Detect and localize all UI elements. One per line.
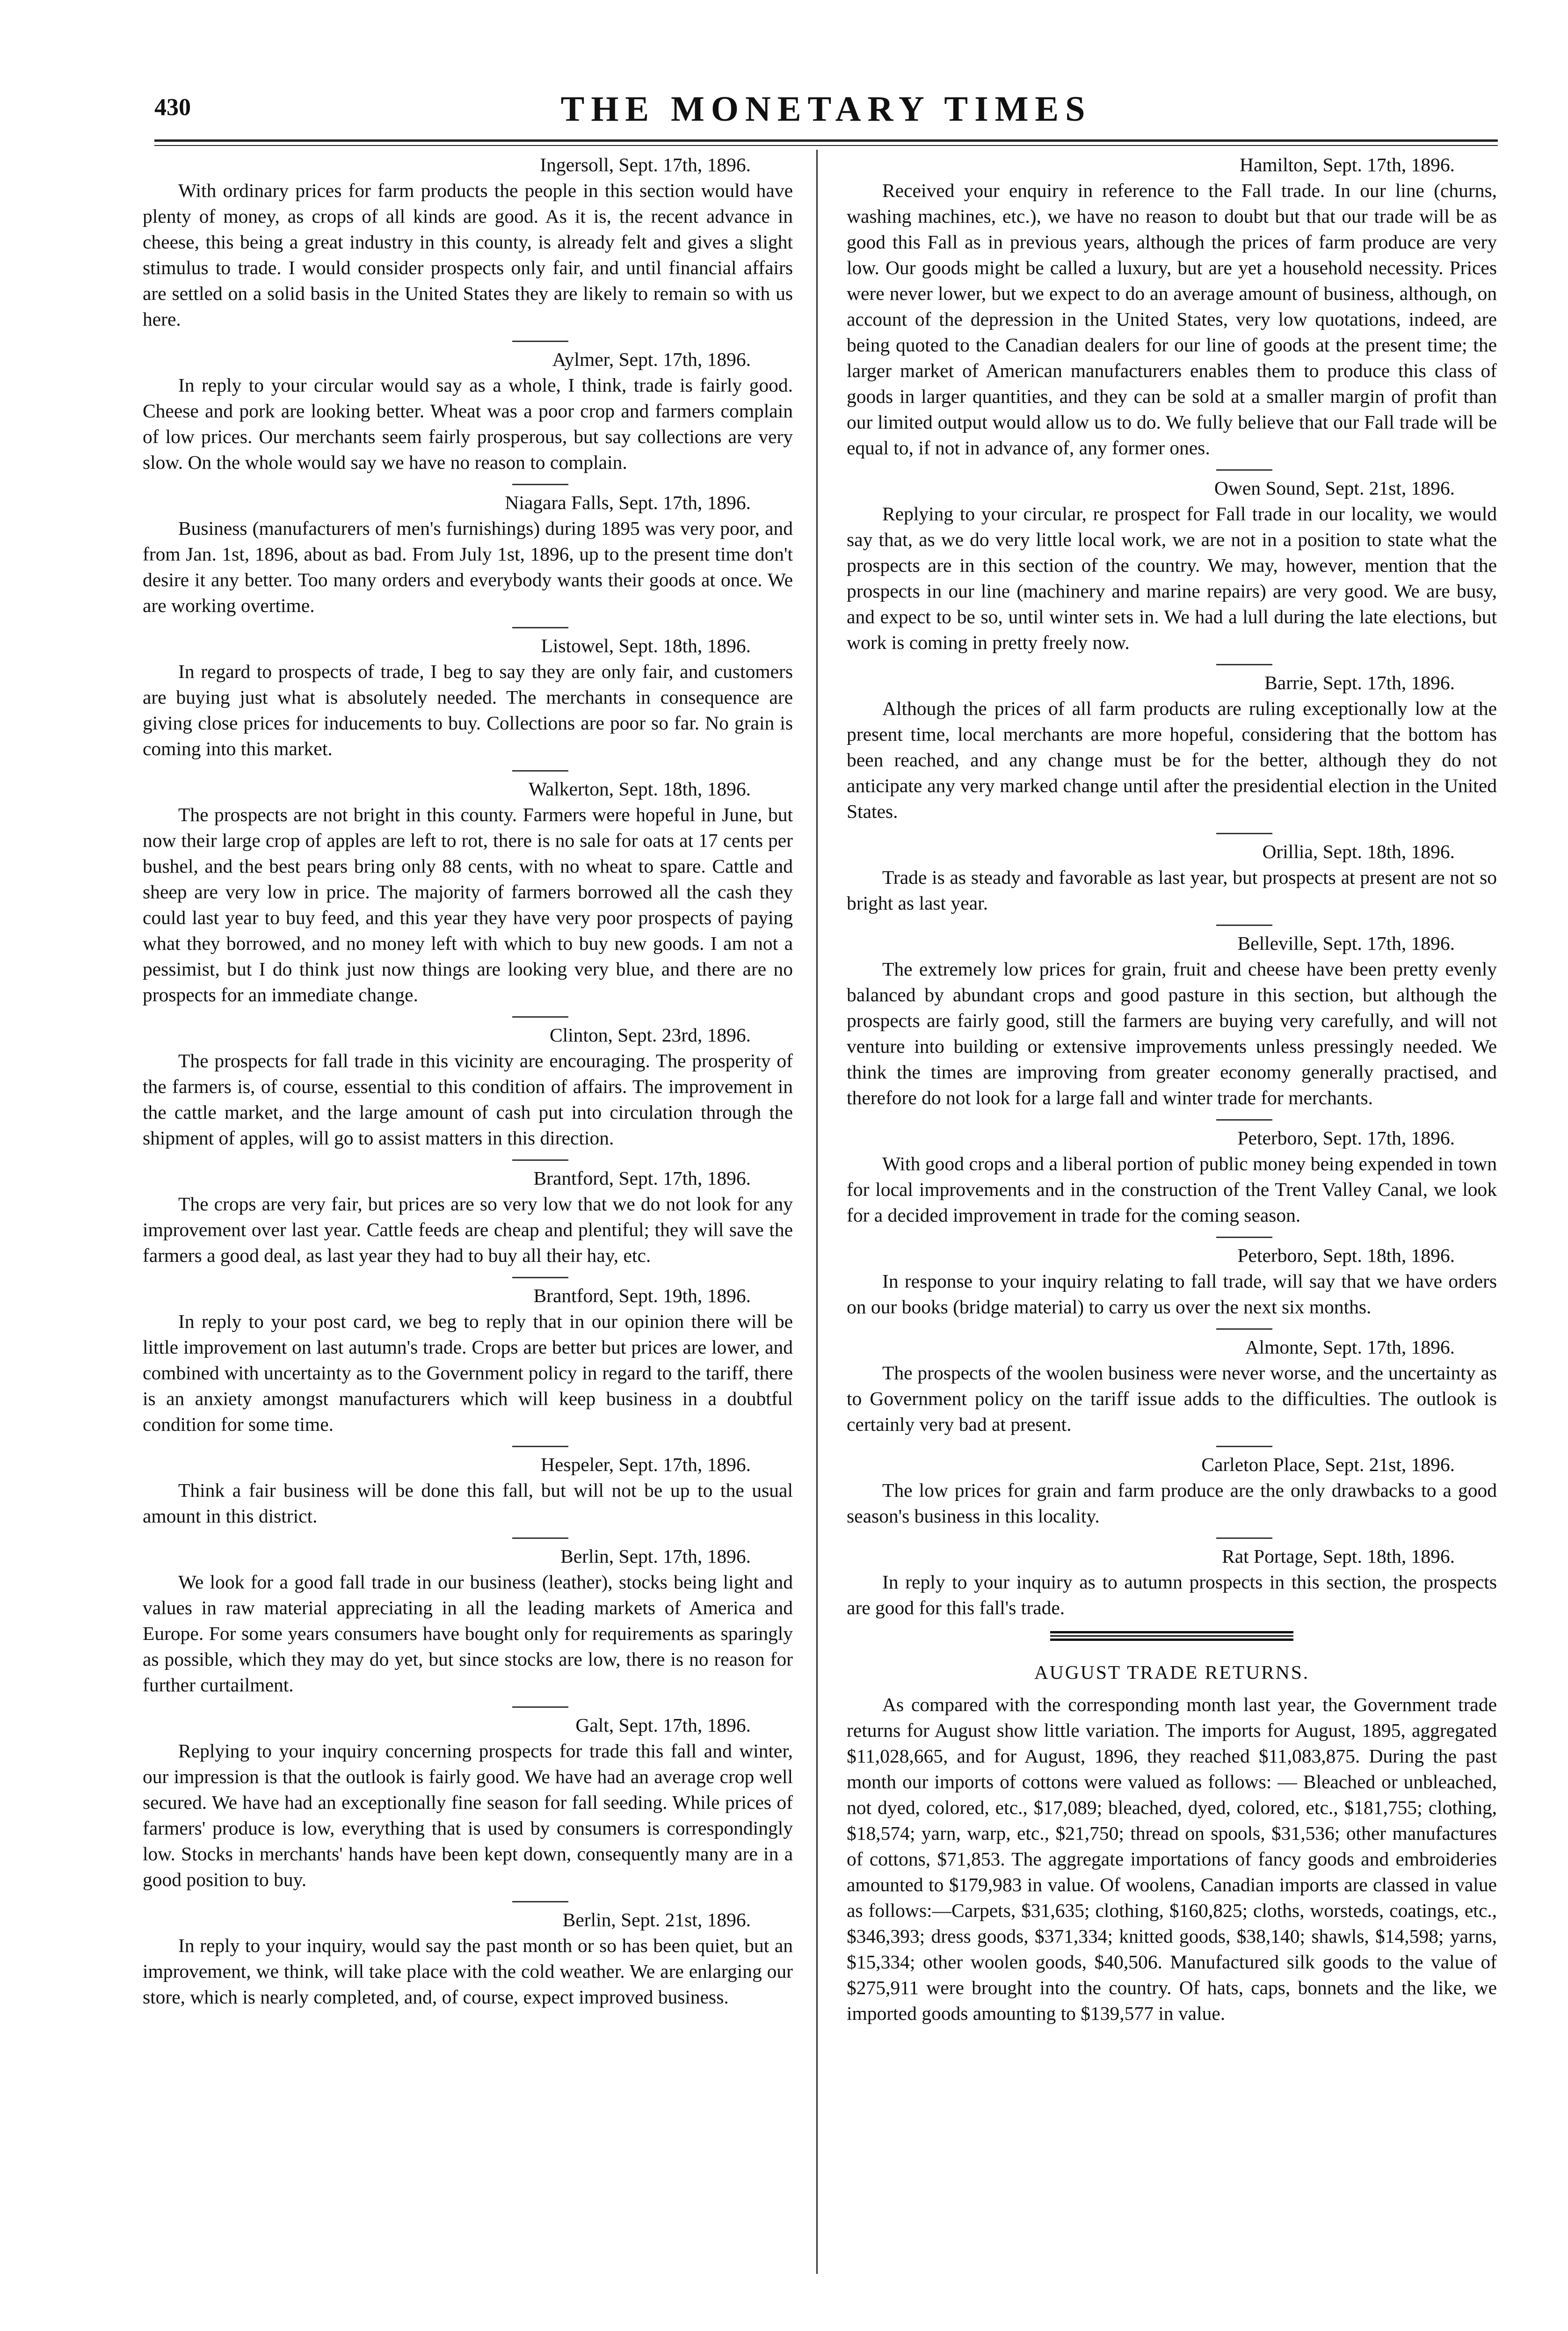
separator-rule (512, 1016, 568, 1018)
letter-hespeler (143, 1452, 793, 1529)
letter-dateline: Rat Portage, Sept. 18th, 1896. (1222, 1545, 1455, 1567)
letter-dateline: Barrie, Sept. 17th, 1896. (1264, 672, 1455, 693)
letter-dateline: Peterboro, Sept. 17th, 1896. (1237, 1127, 1455, 1149)
header-rule-thin (154, 145, 1498, 146)
letter-berlin-21 (143, 1907, 793, 2010)
letter-barrie (847, 670, 1497, 824)
letter-hamilton (847, 152, 1497, 461)
letter-body: The extremely low prices for grain, fruit and cheese have been pretty evenly balanced by abundant crops and good pasture in this section, but although the prospects are fairly good, still the farmers are buying very carefully, and will not venture into building or extensive improvements unless pressingly needed. We think the times are improving from greater economy generally practised, and therefore do not look for a large fall and winter trade for merchants. (847, 958, 1497, 1108)
letter-dateline: Brantford, Sept. 17th, 1896. (533, 1167, 751, 1189)
section-divider-rule (1050, 1635, 1293, 1637)
header-rule (154, 139, 1498, 142)
letter-body: Business (manufacturers of men's furnishings) during 1895 was very poor, and from Jan. 1st, 1896, about as bad. From July 1st, 1896, up to the present time don't desire it any better. Too many orders and everybody wants their goods at once. We are working overtime. (143, 517, 793, 616)
section-title: AUGUST TRADE RETURNS. (1034, 1661, 1310, 1683)
letter-almonte (847, 1334, 1497, 1437)
separator-rule (1216, 925, 1272, 926)
page-number: 430 (154, 94, 191, 121)
section-body: As compared with the corresponding month last year, the Government trade returns for August show little variation. The imports for August, 1895, aggregated $11,028,665, and for August, 1896, they reached $11,083,875. During the past month our imports of cottons were valued as follows: — Bleached or unbleached, not dyed, colored, etc., $17,089; bleached, dyed, colored, etc., $181,755; clothing, $18,574; yarn, warp, etc., $21,750; thread on spools, $31,536; other manufactures of cottons, $71,853. The aggregate importations of fancy goods and embroideries amounted to $179,983 in value. Of woolens, Canadian imports are classed in value as follows:—Carpets, $31,635; clothing, $160,825; cloths, worsteds, coatings, etc., $346,393; dress goods, $371,334; knitted goods, $38,140; shawls, $14,598; yarns, $15,334; other woolen goods, $40,506. Manufactured silk goods to the value of $275,911 were brought into the country. Of hats, caps, bonnets and the like, we imported goods amounting to $139,577 in value. (847, 1694, 1497, 2024)
letter-belleville (847, 931, 1497, 1111)
separator-rule (1216, 1237, 1272, 1238)
letter-dateline: Carleton Place, Sept. 21st, 1896. (1201, 1454, 1455, 1475)
separator-rule (512, 627, 568, 628)
separator-rule (512, 484, 568, 485)
letter-niagara-falls (143, 490, 793, 619)
letter-body: We look for a good fall trade in our business (leather), stocks being light and values in raw material appreciating in all the leading markets of America and Europe. For some years consumers have bought only for requirements as sparingly as possible, which they may do yet, but since stocks are low, there is no reason for further curtailment. (143, 1571, 793, 1696)
letter-dateline: Aylmer, Sept. 17th, 1896. (552, 349, 751, 370)
letter-brantford-17 (143, 1166, 793, 1268)
letter-dateline: Peterboro, Sept. 18th, 1896. (1237, 1245, 1455, 1266)
letter-peterboro-18 (847, 1243, 1497, 1320)
separator-rule (1216, 1328, 1272, 1330)
letter-dateline: Almonte, Sept. 17th, 1896. (1245, 1336, 1455, 1358)
letter-listowel (143, 633, 793, 762)
separator-rule (512, 1901, 568, 1902)
letter-body: In reply to your post card, we beg to reply that in our opinion there will be little improvement on last autumn's trade. Crops are better but prices are lower, and combined with uncertainty as to the Government policy in regard to the tariff, there is an anxiety amongst manufacturers which will keep business in a doubtful condition for some time. (143, 1311, 793, 1435)
letter-body: Replying to your circular, re prospect for Fall trade in our locality, we would say that, as we do very little local work, we are not in a position to state what the prospects are in this section of the country. We may, however, mention that the prospects in our line (machinery and marine repairs) are very good. We are busy, and expect to be so, until winter sets in. We had a lull during the late elections, but work is coming in pretty freely now. (847, 503, 1497, 653)
letter-berlin-17 (143, 1544, 793, 1698)
letter-aylmer (143, 347, 793, 475)
section-divider-rule (1050, 1639, 1293, 1641)
letter-body: In response to your inquiry relating to fall trade, will say that we have orders on our books (bridge material) to carry us over the next six months. (847, 1270, 1497, 1318)
letter-walkerton (143, 776, 793, 1008)
letter-dateline: Hamilton, Sept. 17th, 1896. (1240, 154, 1455, 175)
page-header (154, 89, 1498, 140)
separator-rule (512, 1159, 568, 1161)
separator-rule (1216, 469, 1272, 471)
separator-rule (512, 1706, 568, 1708)
letter-galt (143, 1712, 793, 1893)
letter-dateline: Brantford, Sept. 19th, 1896. (533, 1285, 751, 1306)
separator-rule (512, 1537, 568, 1539)
letter-body: The prospects are not bright in this county. Farmers were hopeful in June, but now their large crop of apples are left to rot, there is no sale for oats at 17 cents per bushel, and the best pears bring only 88 cents, with no wheat to spare. Cattle and sheep are very low in price. The majority of farmers borrowed all the cash they could last year to buy feed, and this year they have very poor prospects of paying what they borrowed, and no money left with which to buy new goods. I am not a pessimist, but I do think just now things are looking very blue, and there are no prospects for an immediate change. (143, 804, 793, 1005)
letter-dateline: Orillia, Sept. 18th, 1896. (1262, 841, 1455, 862)
letter-dateline: Hespeler, Sept. 17th, 1896. (540, 1454, 751, 1475)
letter-body: The prospects for fall trade in this vicinity are encouraging. The prosperity of the farmers is, of course, essential to this condition of affairs. The improvement in the cattle market, and the large amount of cash put into circulation through the shipment of apples, will go to assist matters in this direction. (143, 1050, 793, 1149)
letter-body: The crops are very fair, but prices are so very low that we do not look for any improvement over last year. Cattle feeds are cheap and plentiful; they will save the farmers a good deal, as last year they had to buy all their hay, etc. (143, 1193, 793, 1266)
letter-body: In regard to prospects of trade, I beg to say they are only fair, and customers are buying just what is absolutely needed. The merchants in consequence are giving close prices for inducements to buy. Collections are poor so far. No grain is coming into this market. (143, 661, 793, 759)
letter-dateline: Niagara Falls, Sept. 17th, 1896. (505, 492, 751, 513)
letter-ingersoll (143, 152, 793, 332)
letter-body: In reply to your inquiry as to autumn prospects in this section, the prospects are good for this fall's trade. (847, 1571, 1497, 1618)
separator-rule (1216, 664, 1272, 665)
journal-title: THE MONETARY TIMES (560, 89, 1092, 129)
letter-body: Trade is as steady and favorable as last year, but prospects at present are not so bright as last year. (847, 867, 1497, 914)
letter-body: Think a fair business will be done this fall, but will not be up to the usual amount in this district. (143, 1479, 793, 1527)
letter-body: With ordinary prices for farm products the people in this section would have plenty of money, as crops of all kinds are good. As it is, the recent advance in cheese, this being a great industry in this county, is already felt and gives a slight stimulus to trade. I would consider prospects only fair, and until financial affairs are settled on a solid basis in the United States they are likely to remain so with us here. (143, 180, 793, 330)
separator-rule (512, 770, 568, 772)
letter-body: With good crops and a liberal portion of public money being expended in town for local improvements and in the construction of the Trent Valley Canal, we look for a decided improvement in trade for the coming season. (847, 1153, 1497, 1226)
letter-dateline: Galt, Sept. 17th, 1896. (575, 1714, 751, 1736)
letter-clinton (143, 1022, 793, 1151)
left-column (143, 152, 793, 2010)
letter-dateline: Ingersoll, Sept. 17th, 1896. (540, 154, 751, 175)
letter-dateline: Belleville, Sept. 17th, 1896. (1237, 932, 1455, 954)
letter-body: In reply to your inquiry, would say the past month or so has been quiet, but an improvement, we think, will take place with the cold weather. We are enlarging our store, which is nearly completed, and, of course, expect improved business. (143, 1935, 793, 2008)
letter-body: Received your enquiry in reference to the Fall trade. In our line (churns, washing machines, etc.), we have no reason to doubt but that our trade will be as good this Fall as in previous years, although the prices of farm produce are very low. Our goods might be called a luxury, but are yet a household necessity. Prices were never lower, but we expect to do an average amount of business, although, on account of the depression in the United States, very low quotations, indeed, are being quoted to the Canadian dealers for our line of goods at the present time; the larger market of American manufacturers enables them to produce this class of goods in larger quantities, and they can be sold at a smaller margin of profit than our limited output would allow us to do. We fully believe that our Fall trade will be equal to, if not in advance of, any former ones. (847, 180, 1497, 459)
letter-body: Replying to your inquiry concerning prospects for trade this fall and winter, our impression is that the outlook is fairly good. We have had an average crop well secured. We have had an exceptionally fine season for fall seeding. While prices of farmers' produce is low, everything that is used by consumers is correspondingly low. Stocks in merchants' hands have been kept down, consequently many are in a good position to buy. (143, 1740, 793, 1890)
letter-dateline: Listowel, Sept. 18th, 1896. (541, 635, 751, 656)
letter-body: The low prices for grain and farm produce are the only drawbacks to a good season's business in this locality. (847, 1479, 1497, 1527)
letter-dateline: Berlin, Sept. 21st, 1896. (562, 1909, 751, 1930)
letter-body: Although the prices of all farm products are ruling exceptionally low at the present time, local merchants are more hopeful, considering that the bottom has been reached, and any change must be for the better, although they do not anticipate any very marked change until after the presidential election in the United States. (847, 698, 1497, 822)
separator-rule (1216, 1446, 1272, 1447)
separator-rule (512, 1446, 568, 1447)
letter-dateline: Owen Sound, Sept. 21st, 1896. (1214, 477, 1455, 499)
letter-orillia (847, 839, 1497, 916)
letter-dateline: Berlin, Sept. 17th, 1896. (560, 1545, 751, 1567)
letter-rat-portage (847, 1544, 1497, 1621)
letter-carleton-place (847, 1452, 1497, 1529)
separator-rule (1216, 1537, 1272, 1539)
column-divider (816, 150, 818, 2274)
separator-rule (512, 341, 568, 342)
section-divider-rule (1050, 1631, 1293, 1633)
separator-rule (512, 1277, 568, 1278)
letter-dateline: Clinton, Sept. 23rd, 1896. (550, 1024, 751, 1046)
separator-rule (1216, 1119, 1272, 1121)
separator-rule (1216, 833, 1272, 834)
letter-dateline: Walkerton, Sept. 18th, 1896. (528, 778, 751, 800)
letter-peterboro-17 (847, 1125, 1497, 1228)
letter-body: In reply to your circular would say as a whole, I think, trade is fairly good. Cheese and pork are looking better. Wheat was a poor crop and farmers complain of low prices. Our merchants seem fairly prosperous, but say collections are very slow. On the whole would say we have no reason to complain. (143, 374, 793, 473)
letter-owen-sound (847, 475, 1497, 656)
letter-body: The prospects of the woolen business were never worse, and the uncertainty as to Government policy on the tariff issue adds to the difficulties. The outlook is certainly very bad at present. (847, 1362, 1497, 1435)
letter-brantford-19 (143, 1283, 793, 1437)
right-column (847, 152, 1497, 2026)
